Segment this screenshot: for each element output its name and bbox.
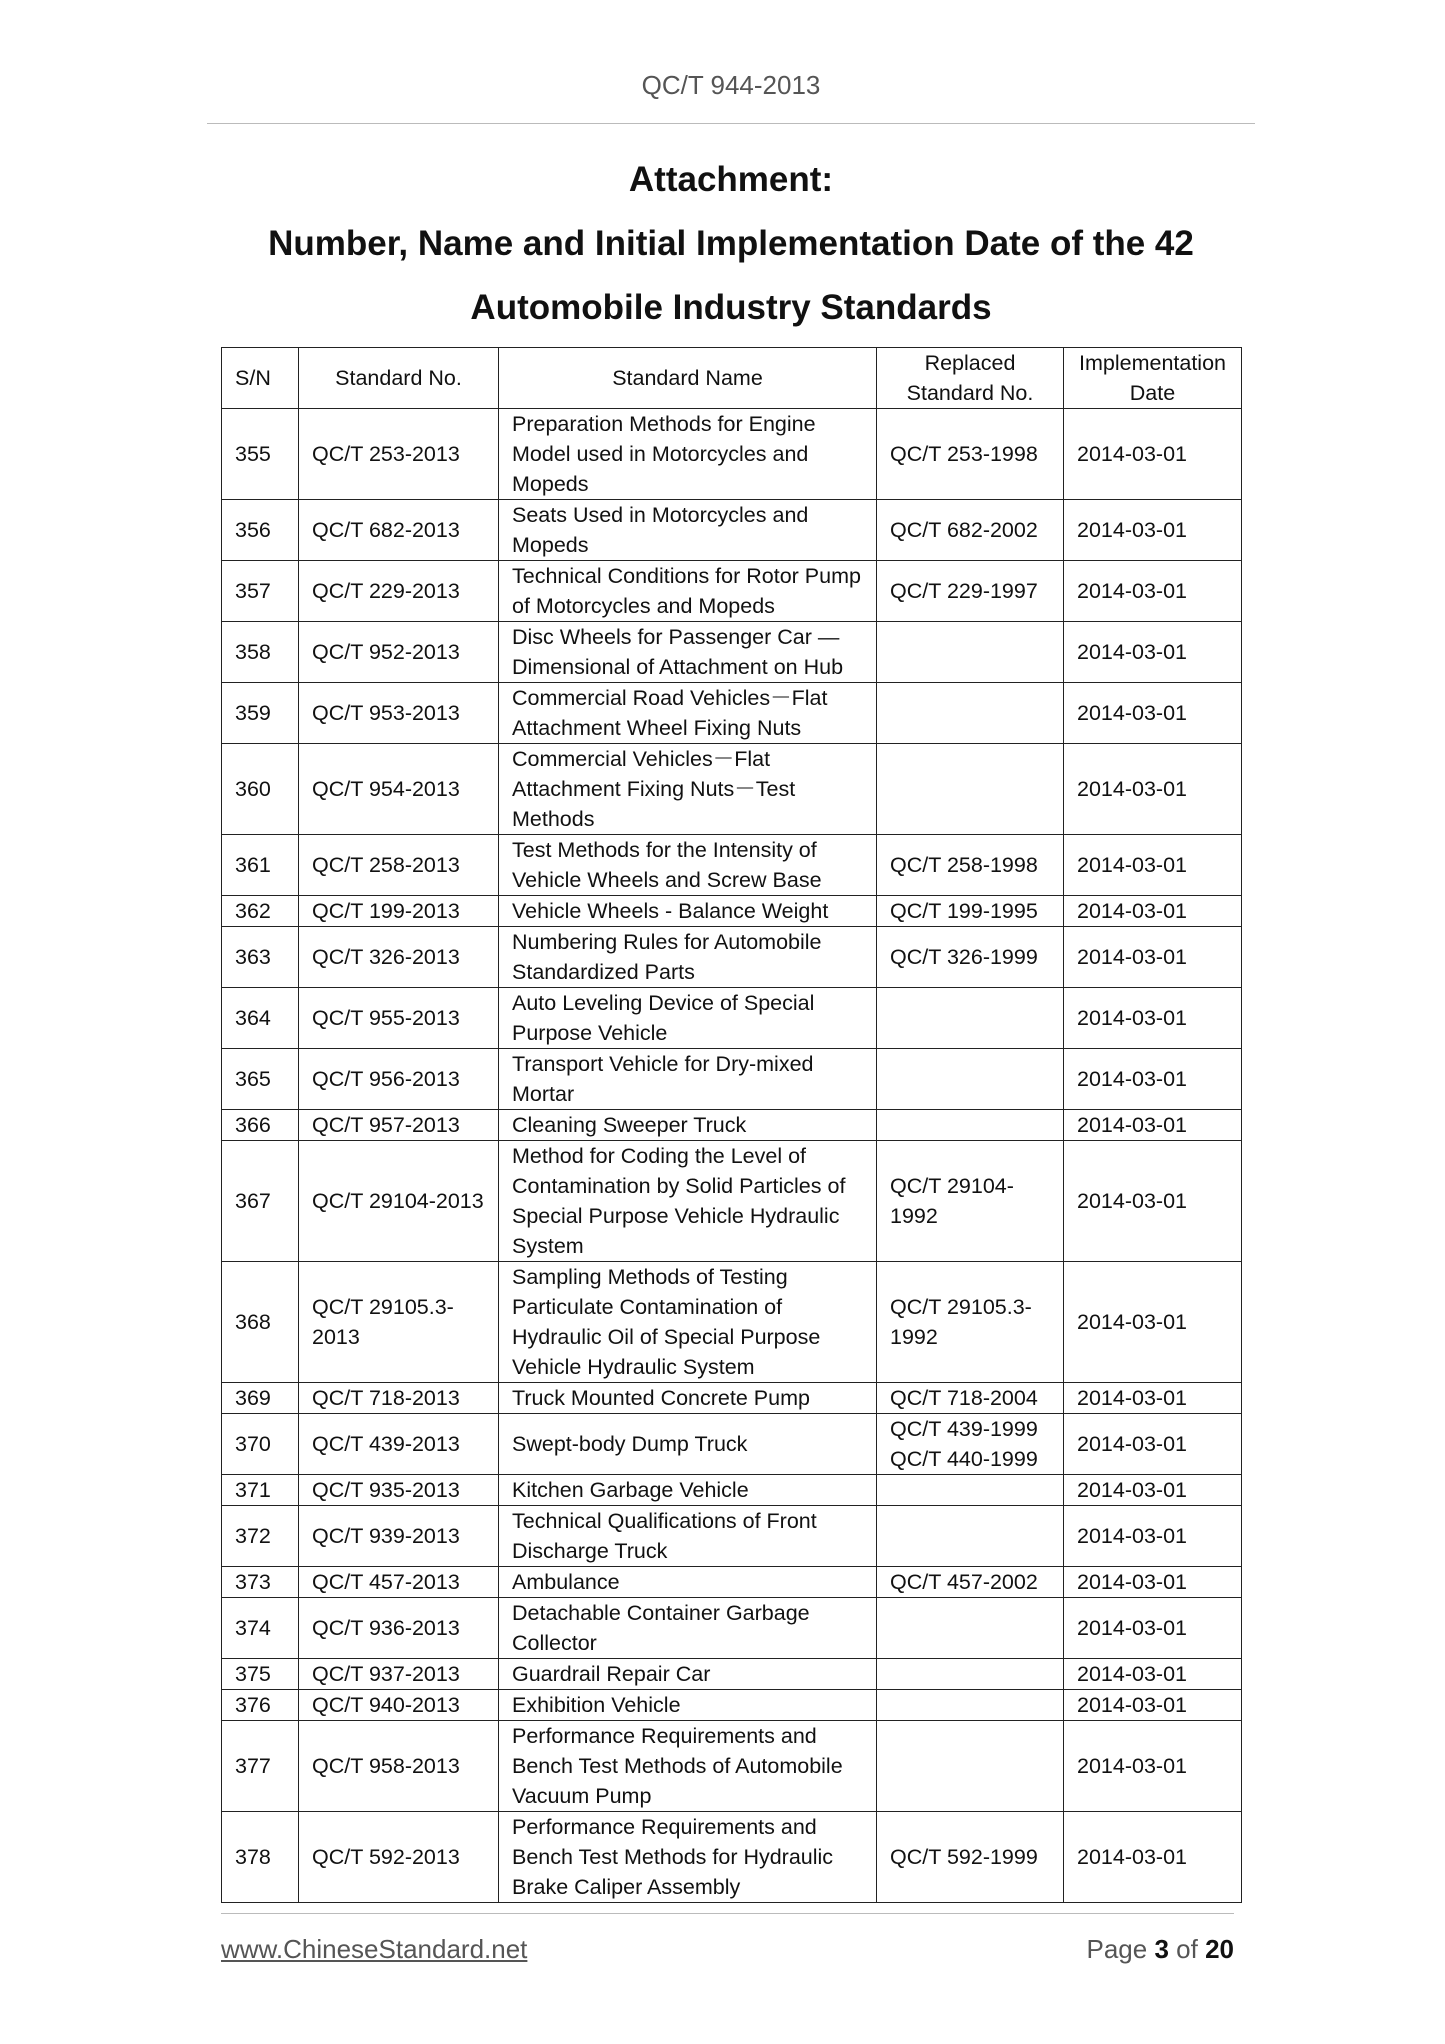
cell-implementation-date: 2014-03-01	[1064, 683, 1242, 744]
cell-implementation-date: 2014-03-01	[1064, 1812, 1242, 1903]
cell-sn: 355	[222, 409, 299, 500]
cell-standard-name: Commercial Vehicles－Flat Attachment Fixing Nuts－Test Methods	[499, 744, 877, 835]
table-row	[222, 1262, 1242, 1383]
cell-implementation-date: 2014-03-01	[1064, 1141, 1242, 1262]
cell-sn: 370	[222, 1414, 299, 1475]
cell-replaced-standard-no	[877, 1506, 1064, 1567]
table-row	[222, 1721, 1242, 1812]
cell-implementation-date: 2014-03-01	[1064, 1659, 1242, 1690]
cell-standard-no: QC/T 718-2013	[299, 1383, 499, 1414]
table-body	[222, 409, 1242, 1903]
cell-replaced-standard-no	[877, 988, 1064, 1049]
cell-replaced-standard-no: QC/T 457-2002	[877, 1567, 1064, 1598]
cell-standard-no: QC/T 958-2013	[299, 1721, 499, 1812]
cell-sn: 358	[222, 622, 299, 683]
cell-standard-name: Numbering Rules for Automobile Standardized Parts	[499, 927, 877, 988]
table-row	[222, 1049, 1242, 1110]
cell-standard-name: Truck Mounted Concrete Pump	[499, 1383, 877, 1414]
cell-sn: 364	[222, 988, 299, 1049]
cell-implementation-date: 2014-03-01	[1064, 409, 1242, 500]
attachment-title	[150, 148, 1312, 340]
cell-implementation-date: 2014-03-01	[1064, 1110, 1242, 1141]
cell-replaced-standard-no: QC/T 199-1995	[877, 896, 1064, 927]
table-row	[222, 561, 1242, 622]
cell-sn: 362	[222, 896, 299, 927]
table-row	[222, 896, 1242, 927]
cell-standard-name: Vehicle Wheels - Balance Weight	[499, 896, 877, 927]
cell-standard-no: QC/T 952-2013	[299, 622, 499, 683]
footer-site-link[interactable]: www.ChineseStandard.net	[221, 1934, 528, 1964]
cell-sn: 377	[222, 1721, 299, 1812]
cell-replaced-standard-no	[877, 622, 1064, 683]
column-header-replaced-standard-no	[877, 348, 1064, 409]
cell-implementation-date: 2014-03-01	[1064, 744, 1242, 835]
cell-standard-no: QC/T 953-2013	[299, 683, 499, 744]
cell-sn: 356	[222, 500, 299, 561]
table-row	[222, 744, 1242, 835]
cell-standard-no: QC/T 954-2013	[299, 744, 499, 835]
cell-standard-name: Detachable Container Garbage Collector	[499, 1598, 877, 1659]
cell-implementation-date: 2014-03-01	[1064, 1721, 1242, 1812]
cell-standard-name: Exhibition Vehicle	[499, 1690, 877, 1721]
cell-standard-no: QC/T 957-2013	[299, 1110, 499, 1141]
cell-replaced-standard-no	[877, 1049, 1064, 1110]
cell-replaced-standard-no	[877, 1598, 1064, 1659]
cell-sn: 365	[222, 1049, 299, 1110]
cell-replaced-standard-no	[877, 1475, 1064, 1506]
table-row	[222, 500, 1242, 561]
cell-replaced-standard-no: QC/T 326-1999	[877, 927, 1064, 988]
cell-implementation-date: 2014-03-01	[1064, 1690, 1242, 1721]
cell-standard-no: QC/T 439-2013	[299, 1414, 499, 1475]
cell-standard-name: Test Methods for the Intensity of Vehicle Wheels and Screw Base	[499, 835, 877, 896]
cell-implementation-date: 2014-03-01	[1064, 1475, 1242, 1506]
table-row	[222, 1475, 1242, 1506]
cell-implementation-date: 2014-03-01	[1064, 835, 1242, 896]
cell-implementation-date: 2014-03-01	[1064, 1383, 1242, 1414]
replaced-header-line-2: Standard No.	[906, 381, 1034, 405]
cell-replaced-standard-no	[877, 1659, 1064, 1690]
cell-standard-name: Guardrail Repair Car	[499, 1659, 877, 1690]
cell-standard-no: QC/T 253-2013	[299, 409, 499, 500]
cell-implementation-date: 2014-03-01	[1064, 1414, 1242, 1475]
cell-implementation-date: 2014-03-01	[1064, 1262, 1242, 1383]
cell-standard-name: Auto Leveling Device of Special Purpose Vehicle	[499, 988, 877, 1049]
cell-implementation-date: 2014-03-01	[1064, 896, 1242, 927]
cell-sn: 357	[222, 561, 299, 622]
table-row	[222, 1598, 1242, 1659]
page-total: 20	[1205, 1934, 1234, 1964]
cell-standard-name: Method for Coding the Level of Contamination by Solid Particles of Special Purpose Vehicle Hydraulic System	[499, 1141, 877, 1262]
cell-sn: 359	[222, 683, 299, 744]
cell-sn: 371	[222, 1475, 299, 1506]
column-header-sn: S/N	[222, 348, 299, 409]
cell-standard-name: Disc Wheels for Passenger Car — Dimensional of Attachment on Hub	[499, 622, 877, 683]
cell-standard-no: QC/T 457-2013	[299, 1567, 499, 1598]
cell-sn: 366	[222, 1110, 299, 1141]
cell-sn: 376	[222, 1690, 299, 1721]
cell-replaced-standard-no	[877, 1721, 1064, 1812]
cell-standard-no: QC/T 940-2013	[299, 1690, 499, 1721]
title-line-3: Automobile Industry Standards	[470, 288, 992, 327]
cell-replaced-standard-no	[877, 744, 1064, 835]
cell-replaced-standard-no	[877, 1690, 1064, 1721]
cell-sn: 369	[222, 1383, 299, 1414]
cell-standard-name: Performance Requirements and Bench Test Methods for Hydraulic Brake Caliper Assembly	[499, 1812, 877, 1903]
cell-sn: 363	[222, 927, 299, 988]
cell-standard-name: Cleaning Sweeper Truck	[499, 1110, 877, 1141]
cell-replaced-standard-no: QC/T 439-1999 QC/T 440-1999	[877, 1414, 1064, 1475]
cell-sn: 375	[222, 1659, 299, 1690]
cell-implementation-date: 2014-03-01	[1064, 1506, 1242, 1567]
cell-standard-name: Ambulance	[499, 1567, 877, 1598]
cell-standard-no: QC/T 682-2013	[299, 500, 499, 561]
standards-table	[221, 347, 1242, 1903]
cell-standard-no: QC/T 229-2013	[299, 561, 499, 622]
cell-replaced-standard-no: QC/T 29105.3-1992	[877, 1262, 1064, 1383]
cell-standard-no: QC/T 29104-2013	[299, 1141, 499, 1262]
cell-standard-name: Seats Used in Motorcycles and Mopeds	[499, 500, 877, 561]
cell-sn: 373	[222, 1567, 299, 1598]
cell-standard-name: Technical Conditions for Rotor Pump of Motorcycles and Mopeds	[499, 561, 877, 622]
cell-standard-name: Kitchen Garbage Vehicle	[499, 1475, 877, 1506]
cell-replaced-standard-no: QC/T 258-1998	[877, 835, 1064, 896]
column-header-standard-name: Standard Name	[499, 348, 877, 409]
cell-sn: 367	[222, 1141, 299, 1262]
cell-standard-name: Swept-body Dump Truck	[499, 1414, 877, 1475]
cell-standard-no: QC/T 199-2013	[299, 896, 499, 927]
table-row	[222, 1414, 1242, 1475]
footer-divider	[221, 1913, 1234, 1914]
cell-implementation-date: 2014-03-01	[1064, 561, 1242, 622]
table-row	[222, 622, 1242, 683]
cell-standard-name: Transport Vehicle for Dry-mixed Mortar	[499, 1049, 877, 1110]
title-line-2: Number, Name and Initial Implementation Date of the 42	[268, 224, 1194, 263]
cell-replaced-standard-no: QC/T 718-2004	[877, 1383, 1064, 1414]
table-row	[222, 835, 1242, 896]
page-prefix: Page	[1086, 1934, 1148, 1964]
cell-implementation-date: 2014-03-01	[1064, 1598, 1242, 1659]
document-header-code: QC/T 944-2013	[641, 70, 821, 100]
cell-standard-no: QC/T 956-2013	[299, 1049, 499, 1110]
cell-standard-no: QC/T 592-2013	[299, 1812, 499, 1903]
cell-standard-no: QC/T 955-2013	[299, 988, 499, 1049]
cell-sn: 360	[222, 744, 299, 835]
cell-standard-name: Sampling Methods of Testing Particulate Contamination of Hydraulic Oil of Special Purpose Vehicle Hydraulic System	[499, 1262, 877, 1383]
cell-implementation-date: 2014-03-01	[1064, 927, 1242, 988]
cell-replaced-standard-no: QC/T 592-1999	[877, 1812, 1064, 1903]
cell-standard-no: QC/T 936-2013	[299, 1598, 499, 1659]
cell-standard-name: Performance Requirements and Bench Test Methods of Automobile Vacuum Pump	[499, 1721, 877, 1812]
cell-implementation-date: 2014-03-01	[1064, 988, 1242, 1049]
table-row	[222, 1506, 1242, 1567]
impl-header-line-2: Date	[1129, 381, 1176, 405]
cell-standard-name: Preparation Methods for Engine Model used in Motorcycles and Mopeds	[499, 409, 877, 500]
cell-sn: 374	[222, 1598, 299, 1659]
cell-standard-no: QC/T 326-2013	[299, 927, 499, 988]
cell-replaced-standard-no	[877, 683, 1064, 744]
table-row	[222, 1383, 1242, 1414]
page-current: 3	[1154, 1934, 1169, 1964]
cell-replaced-standard-no	[877, 1110, 1064, 1141]
cell-standard-no: QC/T 939-2013	[299, 1506, 499, 1567]
header-divider	[207, 123, 1255, 124]
cell-sn: 368	[222, 1262, 299, 1383]
cell-standard-name: Commercial Road Vehicles－Flat Attachment Wheel Fixing Nuts	[499, 683, 877, 744]
replaced-header-line-1: Replaced	[924, 351, 1016, 375]
cell-replaced-standard-no: QC/T 682-2002	[877, 500, 1064, 561]
table-row	[222, 1567, 1242, 1598]
cell-implementation-date: 2014-03-01	[1064, 500, 1242, 561]
cell-standard-no: QC/T 29105.3-2013	[299, 1262, 499, 1383]
cell-sn: 361	[222, 835, 299, 896]
cell-replaced-standard-no: QC/T 229-1997	[877, 561, 1064, 622]
table-row	[222, 683, 1242, 744]
cell-standard-no: QC/T 258-2013	[299, 835, 499, 896]
table-row	[222, 1110, 1242, 1141]
table-row	[222, 1690, 1242, 1721]
table-row	[222, 1812, 1242, 1903]
cell-implementation-date: 2014-03-01	[1064, 622, 1242, 683]
cell-sn: 372	[222, 1506, 299, 1567]
cell-implementation-date: 2014-03-01	[1064, 1567, 1242, 1598]
table-row	[222, 409, 1242, 500]
footer-page-number	[1000, 1934, 1234, 1965]
cell-replaced-standard-no: QC/T 29104-1992	[877, 1141, 1064, 1262]
cell-sn: 378	[222, 1812, 299, 1903]
table-row	[222, 927, 1242, 988]
table-row	[222, 988, 1242, 1049]
impl-header-line-1: Implementation	[1079, 351, 1226, 375]
page-of: of	[1176, 1934, 1198, 1964]
cell-standard-no: QC/T 935-2013	[299, 1475, 499, 1506]
cell-standard-name: Technical Qualifications of Front Discharge Truck	[499, 1506, 877, 1567]
column-header-implementation-date	[1064, 348, 1242, 409]
cell-standard-no: QC/T 937-2013	[299, 1659, 499, 1690]
cell-replaced-standard-no: QC/T 253-1998	[877, 409, 1064, 500]
title-line-1: Attachment:	[628, 160, 834, 199]
table-header-row	[222, 348, 1242, 409]
column-header-standard-no: Standard No.	[299, 348, 499, 409]
table-row	[222, 1141, 1242, 1262]
table-row	[222, 1659, 1242, 1690]
cell-implementation-date: 2014-03-01	[1064, 1049, 1242, 1110]
